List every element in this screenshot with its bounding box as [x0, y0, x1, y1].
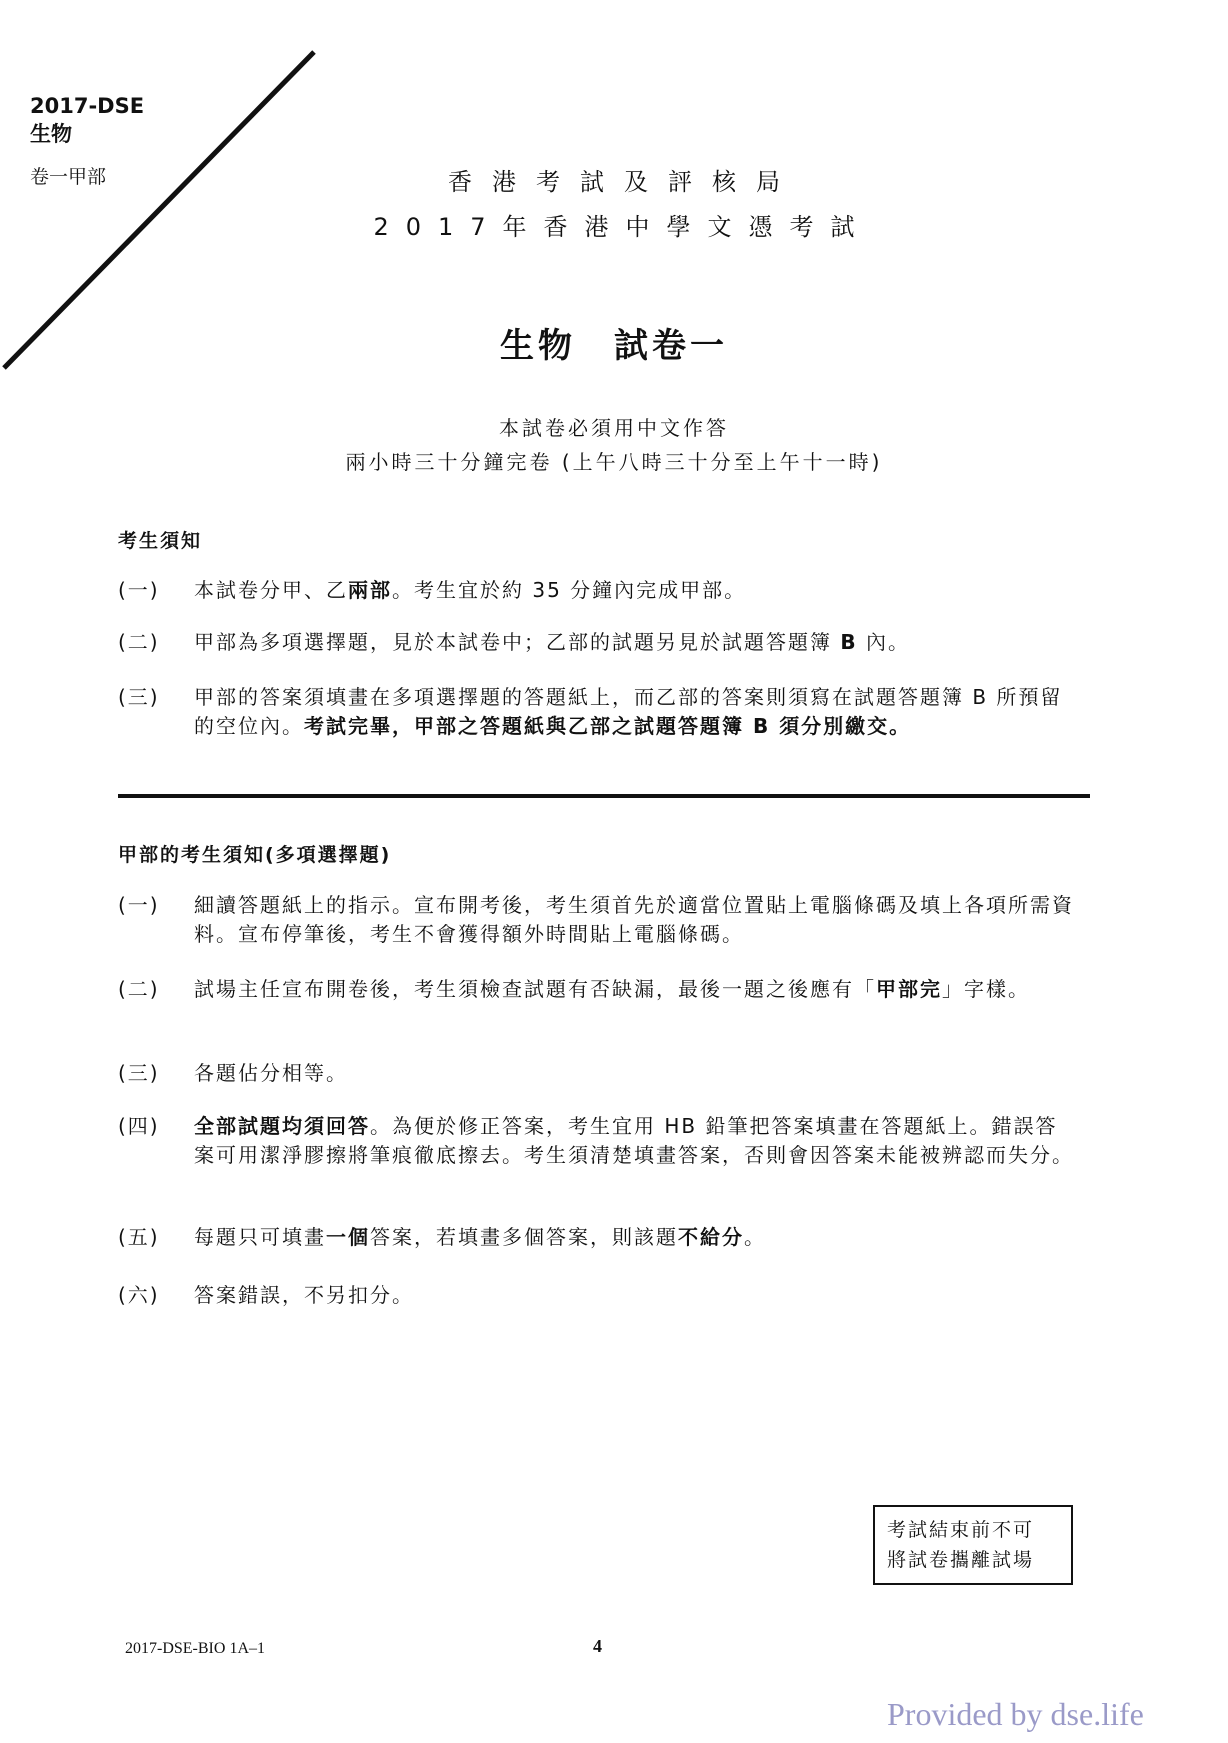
- section-a-instruction-item: [118, 1112, 1078, 1170]
- general-instruction-item: [118, 576, 1078, 605]
- item-text: 細讀答題紙上的指示。宣布開考後，考生須首先於適當位置貼上電腦條碼及填上各項所需資料。宣布停筆後，考生不會獲得額外時間貼上電腦條碼。: [194, 893, 1074, 946]
- item-number: (三): [118, 1061, 160, 1085]
- item-text: 全部試題均須回答。為便於修正答案，考生宜用 HB 鉛筆把答案填畫在答題紙上。錯誤答案可用潔淨膠擦將筆痕徹底擦去。考生須清楚填畫答案，否則會因答案未能被辨認而失分。: [194, 1114, 1074, 1167]
- item-text: 每題只可填畫一個答案，若填畫多個答案，則該題不給分。: [194, 1225, 766, 1249]
- section-a-instruction-item: [118, 1281, 1078, 1310]
- paper-title: 生物 試卷一: [500, 326, 728, 366]
- section-a-instruction-item: [118, 1059, 1078, 1088]
- item-number: (一): [118, 893, 160, 917]
- notice-line: 將試卷攜離試場: [887, 1549, 1035, 1571]
- exam-duration: 兩小時三十分鐘完卷 (上午八時三十分至上午十一時): [345, 450, 883, 474]
- item-number: (三): [118, 685, 160, 709]
- page-number: 4: [593, 1636, 602, 1656]
- section-a-instruction-item: [118, 1223, 1078, 1252]
- general-instruction-item: [118, 628, 1078, 657]
- item-number: (二): [118, 977, 160, 1001]
- general-instructions-heading: 考生須知: [118, 530, 203, 552]
- paper-part-label: 卷一甲部: [30, 166, 107, 188]
- section-a-instructions-heading: 甲部的考生須知(多項選擇題): [118, 844, 392, 866]
- item-text: 答案錯誤，不另扣分。: [194, 1283, 414, 1307]
- item-number: (四): [118, 1114, 160, 1138]
- authority-name: 香港考試及評核局: [448, 168, 800, 196]
- item-text: 甲部為多項選擇題，見於本試卷中；乙部的試題另見於試題答題簿 B 內。: [194, 630, 910, 654]
- exam-code: 2017-DSE: [30, 94, 145, 118]
- item-number: (二): [118, 630, 160, 654]
- item-number: (一): [118, 578, 160, 602]
- watermark: Provided by dse.life: [887, 1696, 1144, 1732]
- section-divider: [118, 794, 1090, 798]
- section-a-instruction-item: [118, 891, 1078, 949]
- item-text: 本試卷分甲、乙兩部。考生宜於約 35 分鐘內完成甲部。: [194, 578, 747, 602]
- language-note: 本試卷必須用中文作答: [499, 416, 729, 440]
- footer-paper-code: 2017-DSE-BIO 1A–1: [125, 1640, 265, 1657]
- item-text: 各題佔分相等。: [194, 1061, 348, 1085]
- section-a-instruction-item: [118, 975, 1078, 1004]
- item-text: 試場主任宣布開卷後，考生須檢查試題有否缺漏，最後一題之後應有「甲部完」字樣。: [194, 977, 1030, 1001]
- subject-label: 生物: [30, 122, 72, 146]
- general-instruction-item: [118, 683, 1078, 741]
- item-text: 甲部的答案須填畫在多項選擇題的答題紙上，而乙部的答案則須寫在試題答題簿 B 所預留的空位內。考試完畢，甲部之答題紙與乙部之試題答題簿 B 須分別繳交。: [194, 685, 1063, 738]
- item-number: (五): [118, 1225, 160, 1249]
- notice-line: 考試結束前不可: [887, 1519, 1035, 1541]
- item-number: (六): [118, 1283, 160, 1307]
- notice-box: [873, 1505, 1073, 1585]
- exam-name: 2017年香港中學文憑考試: [373, 213, 872, 241]
